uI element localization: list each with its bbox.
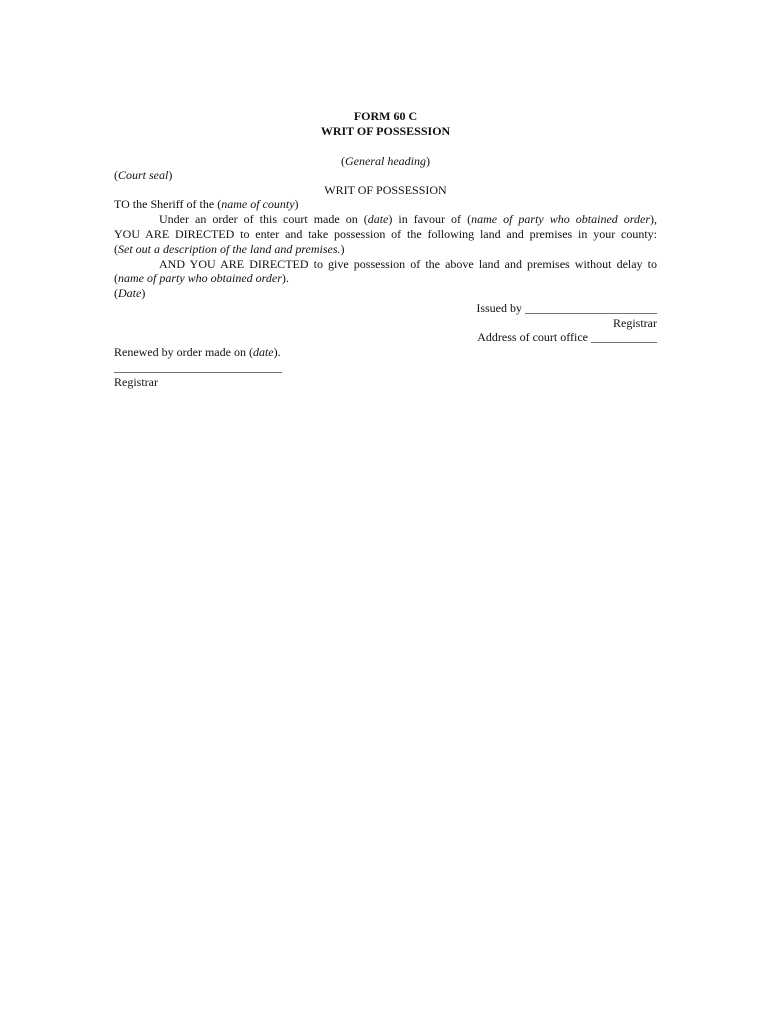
order-paragraph-line-2: YOU ARE DIRECTED to enter and take possession of the following land and premises in your county: (114, 227, 657, 241)
registrar-signature-label: Registrar (613, 316, 657, 330)
date-line: (Date) (114, 286, 146, 300)
writ-title: WRIT OF POSSESSION (324, 183, 447, 197)
form-title: WRIT OF POSSESSION (320, 124, 451, 138)
court-office-address-line: Address of court office ___________ (477, 330, 657, 344)
court-seal: (Court seal) (114, 168, 173, 182)
form-number: FORM 60 C (353, 109, 418, 123)
general-heading: (General heading) (341, 154, 430, 168)
registrar-label: Registrar (114, 375, 158, 389)
possession-paragraph-line-2: (name of party who obtained order). (114, 271, 289, 285)
land-description-line: (Set out a description of the land and premises.) (114, 242, 345, 256)
issued-by-line: Issued by ______________________ (476, 301, 657, 315)
possession-paragraph-line-1: AND YOU ARE DIRECTED to give possession of the above land and premises without delay to (159, 257, 657, 271)
renewed-line: Renewed by order made on (date). (114, 345, 281, 359)
signature-blank-line: ____________________________ (114, 360, 282, 374)
order-paragraph-line-1: Under an order of this court made on (date) in favour of (name of party who obtained order), (159, 212, 658, 226)
to-sheriff-line: TO the Sheriff of the (name of county) (114, 197, 299, 211)
